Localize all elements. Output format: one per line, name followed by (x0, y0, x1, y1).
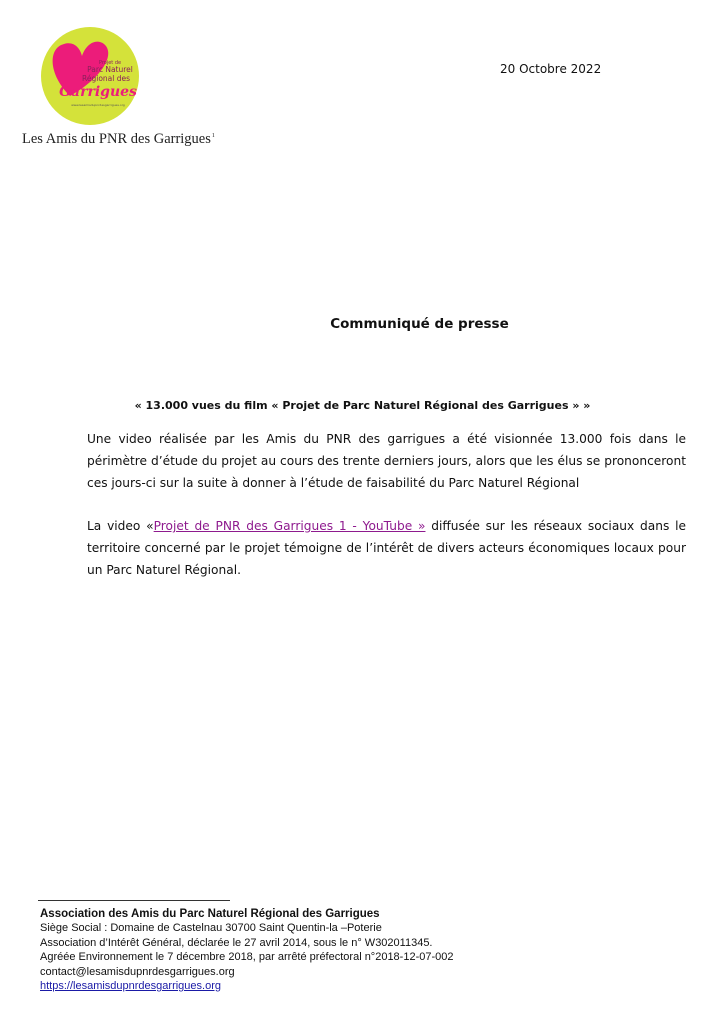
association-name-text: Les Amis du PNR des Garrigues (22, 131, 211, 147)
logo-text-1: Projet de (98, 60, 122, 66)
document-date: 20 Octobre 2022 (500, 62, 602, 76)
association-name (22, 131, 215, 148)
paragraph-2 (87, 515, 686, 581)
logo-text-4: Garrigues (59, 84, 137, 100)
press-subtitle: « 13.000 vues du film « Projet de Parc Naturel Régional des Garrigues » » (134, 399, 591, 412)
page-title (0, 316, 725, 332)
logo-text-3: Régional des (81, 74, 131, 83)
logo-url: www.lesamisdupnrdesgarrigues.org (71, 103, 125, 107)
paragraph-1: Une video réalisée par les Amis du PNR des garrigues a été visionnée 13.000 fois dans le périmètre d’étude du projet au cours des trente derniers jours, alors que les élus se prononceront ces jours-ci sur la suite à donner à l’étude de faisabilité du Parc Naturel Régional (87, 432, 686, 490)
footer-registration: Association d’Intérêt Général, déclarée le 27 avril 2014, sous le n° W302011345. (40, 936, 433, 949)
logo-text-2: Parc Naturel (87, 65, 133, 74)
paragraph-2-prefix: La video « (87, 519, 154, 533)
footnote-divider (38, 900, 230, 901)
footer (40, 907, 680, 993)
footer-title: Association des Amis du Parc Naturel Régional des Garrigues (40, 908, 380, 920)
footer-email: contact@lesamisdupnrdesgarrigues.org (40, 965, 235, 978)
heart-logo-icon (40, 26, 140, 126)
page-title-text: Communiqué de presse (330, 316, 509, 332)
paragraph-2-suffix: diffusée sur les réseaux sociaux dans le territoire concerné par le projet témoigne de l’intérêt de divers acteurs économiques locaux pour un Parc Naturel Régional. (87, 519, 687, 577)
footer-website-link[interactable]: https://lesamisdupnrdesgarrigues.org (40, 980, 221, 993)
youtube-video-link[interactable]: Projet de PNR des Garrigues 1 - YouTube » (153, 519, 426, 533)
footer-address: Siège Social : Domaine de Castelnau 30700 Saint Quentin-la –Poterie (40, 922, 382, 935)
footer-approval: Agréée Environnement le 7 décembre 2018, par arrêté préfectoral n°2018-12-07-002 (40, 951, 454, 964)
footnote-marker: 1 (211, 133, 215, 139)
